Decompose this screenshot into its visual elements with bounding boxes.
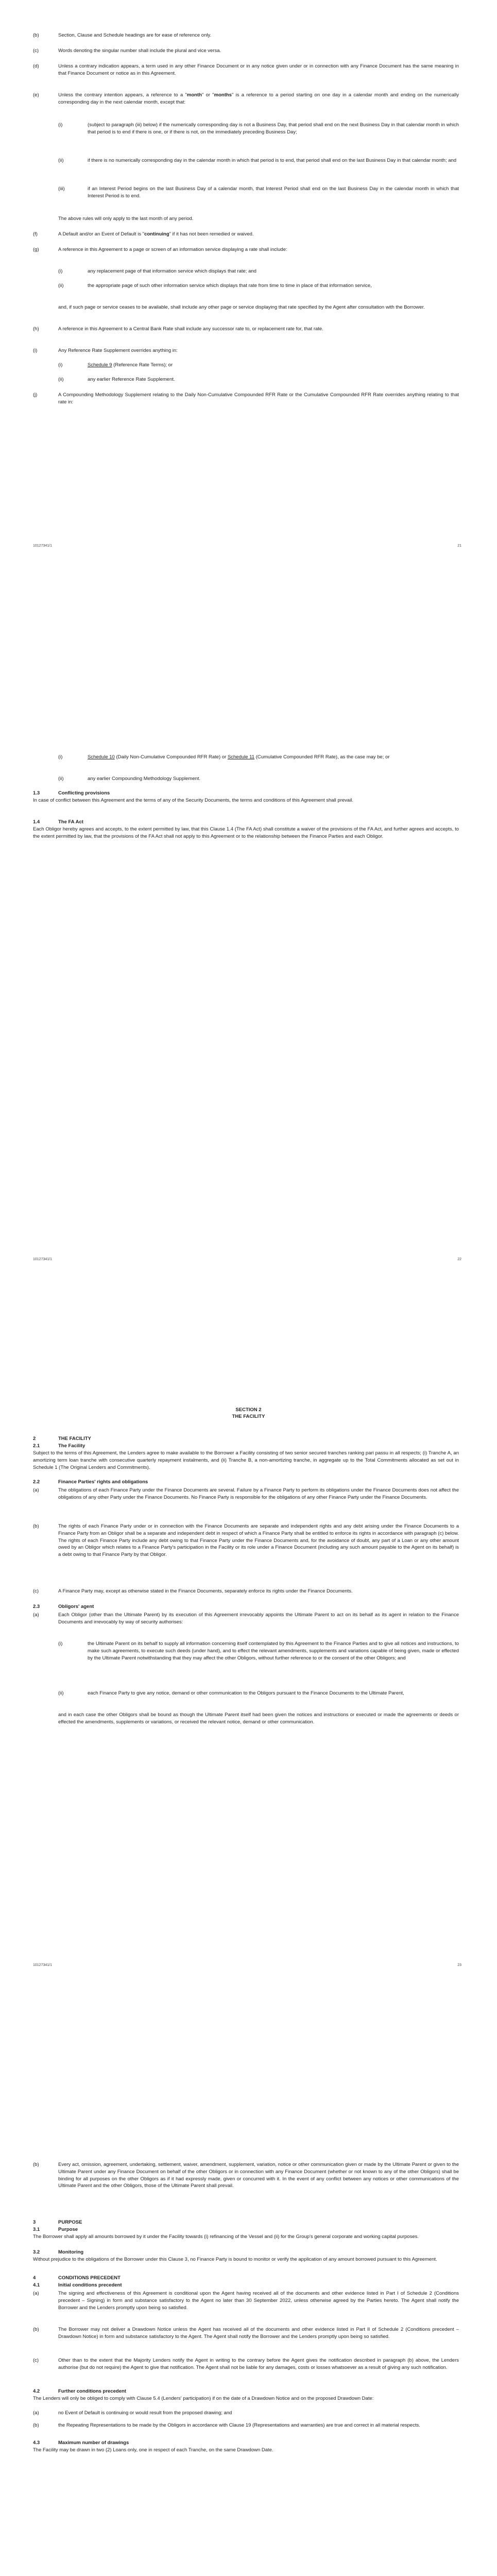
clause-text: and, if such page or service ceases to be available, shall include any other page or service displaying that rate specified by the Agent after consultation with the Borrower. (58, 304, 425, 310)
clause-text: In case of conflict between this Agreement and the terms of any of the Security Documents, the terms and conditions of this Agreement shall prevail. (33, 798, 354, 803)
item-label: (ii) (58, 283, 64, 289)
clause-text: no Event of Default is continuing or would result from the proposed drawing; and (58, 2410, 232, 2416)
page-22 (0, 703, 497, 1406)
clause-text: Without prejudice to the obligations of the Borrower under this Clause 3, no Finance Party is bound to monitor or verify the application of any amount borrowed pursuant to this Agreement. (33, 2257, 437, 2262)
item-label: (ii) (58, 1690, 64, 1696)
item-label: (d) (33, 63, 39, 69)
section-number: 1.3 (33, 790, 40, 796)
footer-reference: 10127341/1 (33, 1963, 52, 1967)
section-heading: Further conditions precedent (58, 2388, 126, 2394)
clause-text: the Ultimate Parent on its behalf to supply all information concerning itself contemplated by this Agreement to the Finance Parties and to give all notices and instructions, to make such agreements, to execute such deeds (under hand), and to effect the relevant amendments, supplements and variations capable of being given, made or effected by the Ultimate Parent notwithstanding that they may affect the other Obligors, without further reference to or the consent of the other Obligors; and (88, 1641, 459, 1661)
item-label: (c) (33, 48, 39, 54)
item-label: (i) (58, 754, 63, 760)
clause-text: Other than to the extent that the Majority Lenders notify the Agent in writing to the contrary before the Agent gives the notification described in paragraph (b) above, the Lenders authorise (but do not require) the Agent to give that notification. The Agent shall not be liable for any damages, costs or losses whatsoever as a result of giving any such notification. (58, 2358, 459, 2370)
section-heading: The FA Act (58, 819, 83, 825)
clause-text: Each Obligor (other than the Ultimate Parent) by its execution of this Agreement irrevocably appoints the Ultimate Parent to act on its behalf as its agent in relation to the Finance Documents and irrevocably by way of security authorises: (58, 1612, 459, 1625)
page-number: 23 (457, 1963, 461, 1967)
page-number: 21 (457, 544, 461, 548)
section-number: 1.4 (33, 819, 40, 825)
item-label: (f) (33, 231, 38, 237)
item-label: (ii) (58, 776, 64, 782)
clause-text: A reference in this Agreement to a page or screen of an information service displaying a rate shall include: (58, 247, 287, 252)
clause-text: (subject to paragraph (iii) below) if the numerically corresponding day is not a Business Day, that period shall end on the next Business Day in that calendar month in which that period is to end if there is one, or if there is not, on the immediately preceding Business Day; (88, 122, 459, 135)
clause-number: 2 (33, 1436, 36, 1442)
page-number: 22 (457, 1258, 461, 1261)
item-label: (i) (58, 268, 63, 274)
item-label: (i) (58, 122, 63, 128)
item-label: (a) (33, 2291, 39, 2296)
clause-text: any earlier Reference Rate Supplement. (88, 377, 175, 382)
page-23 (0, 1406, 497, 2110)
clause-text: Unless a contrary indication appears, a term used in any other Finance Document or in any notice given under or in connection with any Finance Document has the same meaning in that Finance Document or notice as in this Agreement. (58, 63, 459, 76)
clause-text: The Lenders will only be obliged to comply with Clause 5.4 (Lenders' participation) if on the date of a Drawdown Notice and on the proposed Drawdown Date: (33, 2396, 374, 2401)
schedule-link[interactable]: Schedule 9 (88, 362, 112, 368)
clause-text: Each Obligor hereby agrees and accepts, to the extent permitted by law, that this Clause 1.4 (The FA Act) shall constitute a waiver of the provisions of the FA Act, and further agrees and accepts, to the extent permitted by law, that the provisions of the FA Act shall not apply to this Agreement or to the relationship between the Finance Parties and each Obligor. (33, 826, 459, 839)
item-label: (a) (33, 1487, 39, 1493)
item-label: (c) (33, 1588, 39, 1594)
section-heading: Conflicting provisions (58, 790, 110, 796)
clause-text: The Borrower shall apply all amounts borrowed by it under the Facility towards (i) refinancing of the Vessel and (ii) for the Group's general corporate and working capital purposes. (33, 2234, 419, 2240)
item-label: (a) (33, 2410, 39, 2416)
clause-text: and in each case the other Obligors shall be bound as though the Ultimate Parent itself had been given the notices and instructions or executed or made the agreements or deeds or effected the amendments, supplements or variations, or received the relevant notice, demand or other communication. (58, 1712, 459, 1725)
section-number: 2.2 (33, 1479, 40, 1485)
clause-text: Any Reference Rate Supplement overrides anything in: (58, 348, 178, 353)
item-label: (i) (33, 348, 38, 353)
clause-text: The rights of each Finance Party under or in connection with the Finance Documents are separate and independent rights and any debt arising under the Finance Documents to a Finance Party from an Obligor shall be a separate and independent debt in respect of which a Finance Party shall be entitled to enforce its rights in accordance with paragraph (c) below. The rights of each Finance Party include any debt owing to that Finance Party under the Finance Documents and, for the avoidance of doubt, any part of a Loan or any other amount owed by an Obligor which relates to a Finance Party's participation in the Facility or its role under a Finance Document (including any such amount payable to the Agent on its behalf) is a debt owing to that Finance Party by that Obligor. (58, 1523, 459, 1558)
item-label: (b) (33, 1523, 39, 1529)
item-label: (i) (58, 1641, 63, 1647)
schedule-link[interactable]: Schedule 11 (227, 754, 255, 760)
clause-text: any earlier Compounding Methodology Supplement. (88, 776, 201, 782)
clause-text: Section, Clause and Schedule headings are for ease of reference only. (58, 32, 212, 38)
clause-text: the Repeating Representations to be made by the Obligors in accordance with Clause 19 (Representations and warranties) are true and correct in all material respects. (58, 2422, 420, 2428)
clause-text: Subject to the terms of this Agreement, the Lenders agree to make available to the Borrower a Facility consisting of two senior secured tranches ranking pari passu in all respects; (i) Tranche A, an amortizing term loan tranche with consecutive quarterly repayment instalments, and (ii) Tranche B, a non-amortizing tranche, in aggregate up to the Total Commitments allocated as set out in Schedule 1 (The Original Lenders and Commitments). (33, 1450, 459, 1470)
item-label: (b) (33, 2162, 39, 2167)
item-label: (h) (33, 326, 39, 332)
clause-text: if an Interest Period begins on the last Business Day of a calendar month, that Interest Period shall end on the last Business Day in the calendar month in which that Interest Period is to end. (88, 186, 459, 199)
clause-text: The signing and effectiveness of this Agreement is conditional upon the Agent having received all of the documents and other evidence listed in Part I of Schedule 2 (Conditions precedent – Signing) in form and substance satisfactory to the Agent no later than 30 September 2022, unless otherwise agreed by the Parties hereto. The Agent shall notify the Borrower and the Lenders promptly upon being so satisfied. (58, 2291, 459, 2311)
clause-text: The Facility may be drawn in two (2) Loans only, one in respect of each Tranche, on the same Drawdown Date. (33, 2447, 273, 2453)
clause-heading: CONDITIONS PRECEDENT (58, 2275, 121, 2281)
clause-text: Schedule 9 (Reference Rate Terms); or (88, 362, 173, 368)
clause-number: 4 (33, 2275, 36, 2281)
page-24 (0, 2110, 497, 2576)
section-label: SECTION 2 (235, 1407, 262, 1413)
clause-text: if there is no numerically corresponding day in the calendar month in which that period is to end, that period shall end on the last Business Day in that calendar month; and (88, 158, 457, 163)
section-heading: Monitoring (58, 2249, 84, 2255)
section-number: 3.2 (33, 2249, 40, 2255)
clause-text: Schedule 10 (Daily Non-Cumulative Compounded RFR Rate) or Schedule 11 (Cumulative Compounded RFR Rate), as the case may be; or (88, 754, 390, 760)
item-label: (ii) (58, 158, 64, 163)
footer-reference: 10127341/1 (33, 544, 52, 548)
item-label: (c) (33, 2358, 39, 2363)
item-label: (b) (33, 32, 39, 38)
item-label: (i) (58, 362, 63, 368)
clause-text: A Finance Party may, except as otherwise stated in the Finance Documents, separately enforce its rights under the Finance Documents. (58, 1588, 353, 1594)
clause-text: The above rules will only apply to the last month of any period. (58, 216, 194, 222)
clause-heading: THE FACILITY (58, 1436, 91, 1442)
section-title: THE FACILITY (232, 1414, 265, 1419)
item-label: (a) (33, 1612, 39, 1618)
item-label: (g) (33, 247, 39, 252)
clause-text: Every act, omission, agreement, undertaking, settlement, waiver, amendment, supplement, variation, notice or other communication given or made by the Ultimate Parent or given to the Ultimate Parent under any Finance Document on behalf of the other Obligors or in connection with any Finance Document (whether or not known to any of the other Obligors) shall be binding for all purposes on the other Obligors as if it had expressly made, given or concurred with it. In the event of any conflict between any notices or other communications of the Ultimate Parent and the other Obligors, those of the Ultimate Parent shall prevail. (58, 2162, 459, 2189)
clause-text: A Default and/or an Event of Default is "continuing" if it has not been remedied or waived. (58, 231, 254, 237)
section-number: 4.1 (33, 2282, 40, 2288)
item-label: (j) (33, 392, 38, 398)
clause-text: A reference in this Agreement to a Central Bank Rate shall include any successor rate to, or replacement rate for, that rate. (58, 326, 323, 332)
schedule-link[interactable]: Schedule 10 (88, 754, 115, 760)
section-number: 3.1 (33, 2227, 40, 2232)
clause-text: A Compounding Methodology Supplement relating to the Daily Non-Cumulative Compounded RFR Rate or the Cumulative Compounded RFR Rate overrides anything relating to that rate in: (58, 392, 459, 405)
section-heading: Purpose (58, 2227, 78, 2232)
clause-text: Words denoting the singular number shall include the plural and vice versa. (58, 48, 221, 54)
clause-text: any replacement page of that information service which displays that rate; and (88, 268, 256, 274)
section-number: 2.1 (33, 1443, 40, 1449)
section-heading: Obligors' agent (58, 1604, 94, 1609)
clause-number: 3 (33, 2219, 36, 2225)
item-label: (e) (33, 92, 39, 98)
clause-text: the appropriate page of such other information service which displays that rate from time to time in place of that information service, (88, 283, 372, 289)
item-label: (iii) (58, 186, 65, 192)
clause-text: each Finance Party to give any notice, demand or other communication to the Obligors pursuant to the Finance Documents to the Ultimate Parent, (88, 1690, 404, 1696)
section-heading: Maximum number of drawings (58, 2440, 129, 2446)
item-label: (ii) (58, 377, 64, 382)
item-label: (b) (33, 2327, 39, 2332)
clause-heading: PURPOSE (58, 2219, 82, 2225)
section-number: 4.2 (33, 2388, 40, 2394)
section-heading: Initial conditions precedent (58, 2282, 122, 2288)
clause-text: The Borrower may not deliver a Drawdown Notice unless the Agent has received all of the documents and other evidence listed in Part II of Schedule 2 (Conditions precedent – Drawdown Notice) in form and substance satisfactory to the Agent. The Agent shall notify the Borrower and the Lenders promptly upon being so satisfied. (58, 2327, 459, 2340)
footer-reference: 10127341/1 (33, 1258, 52, 1261)
section-number: 2.3 (33, 1604, 40, 1609)
clause-text: Unless the contrary intention appears, a reference to a "month" or "months" is a reference to a period starting on one day in a calendar month and ending on the numerically corresponding day in the next calendar month, except that: (58, 92, 459, 105)
clause-text: The obligations of each Finance Party under the Finance Documents are several. Failure by a Finance Party to perform its obligations under the Finance Documents does not affect the obligations of any other Party under the Finance Documents. No Finance Party is responsible for the obligations of any other Finance Party under the Finance Documents. (58, 1487, 459, 1500)
section-number: 4.3 (33, 2440, 40, 2446)
item-label: (b) (33, 2422, 39, 2428)
page-21 (0, 0, 497, 703)
section-heading: Finance Parties' rights and obligations (58, 1479, 148, 1485)
section-heading: The Facility (58, 1443, 85, 1449)
